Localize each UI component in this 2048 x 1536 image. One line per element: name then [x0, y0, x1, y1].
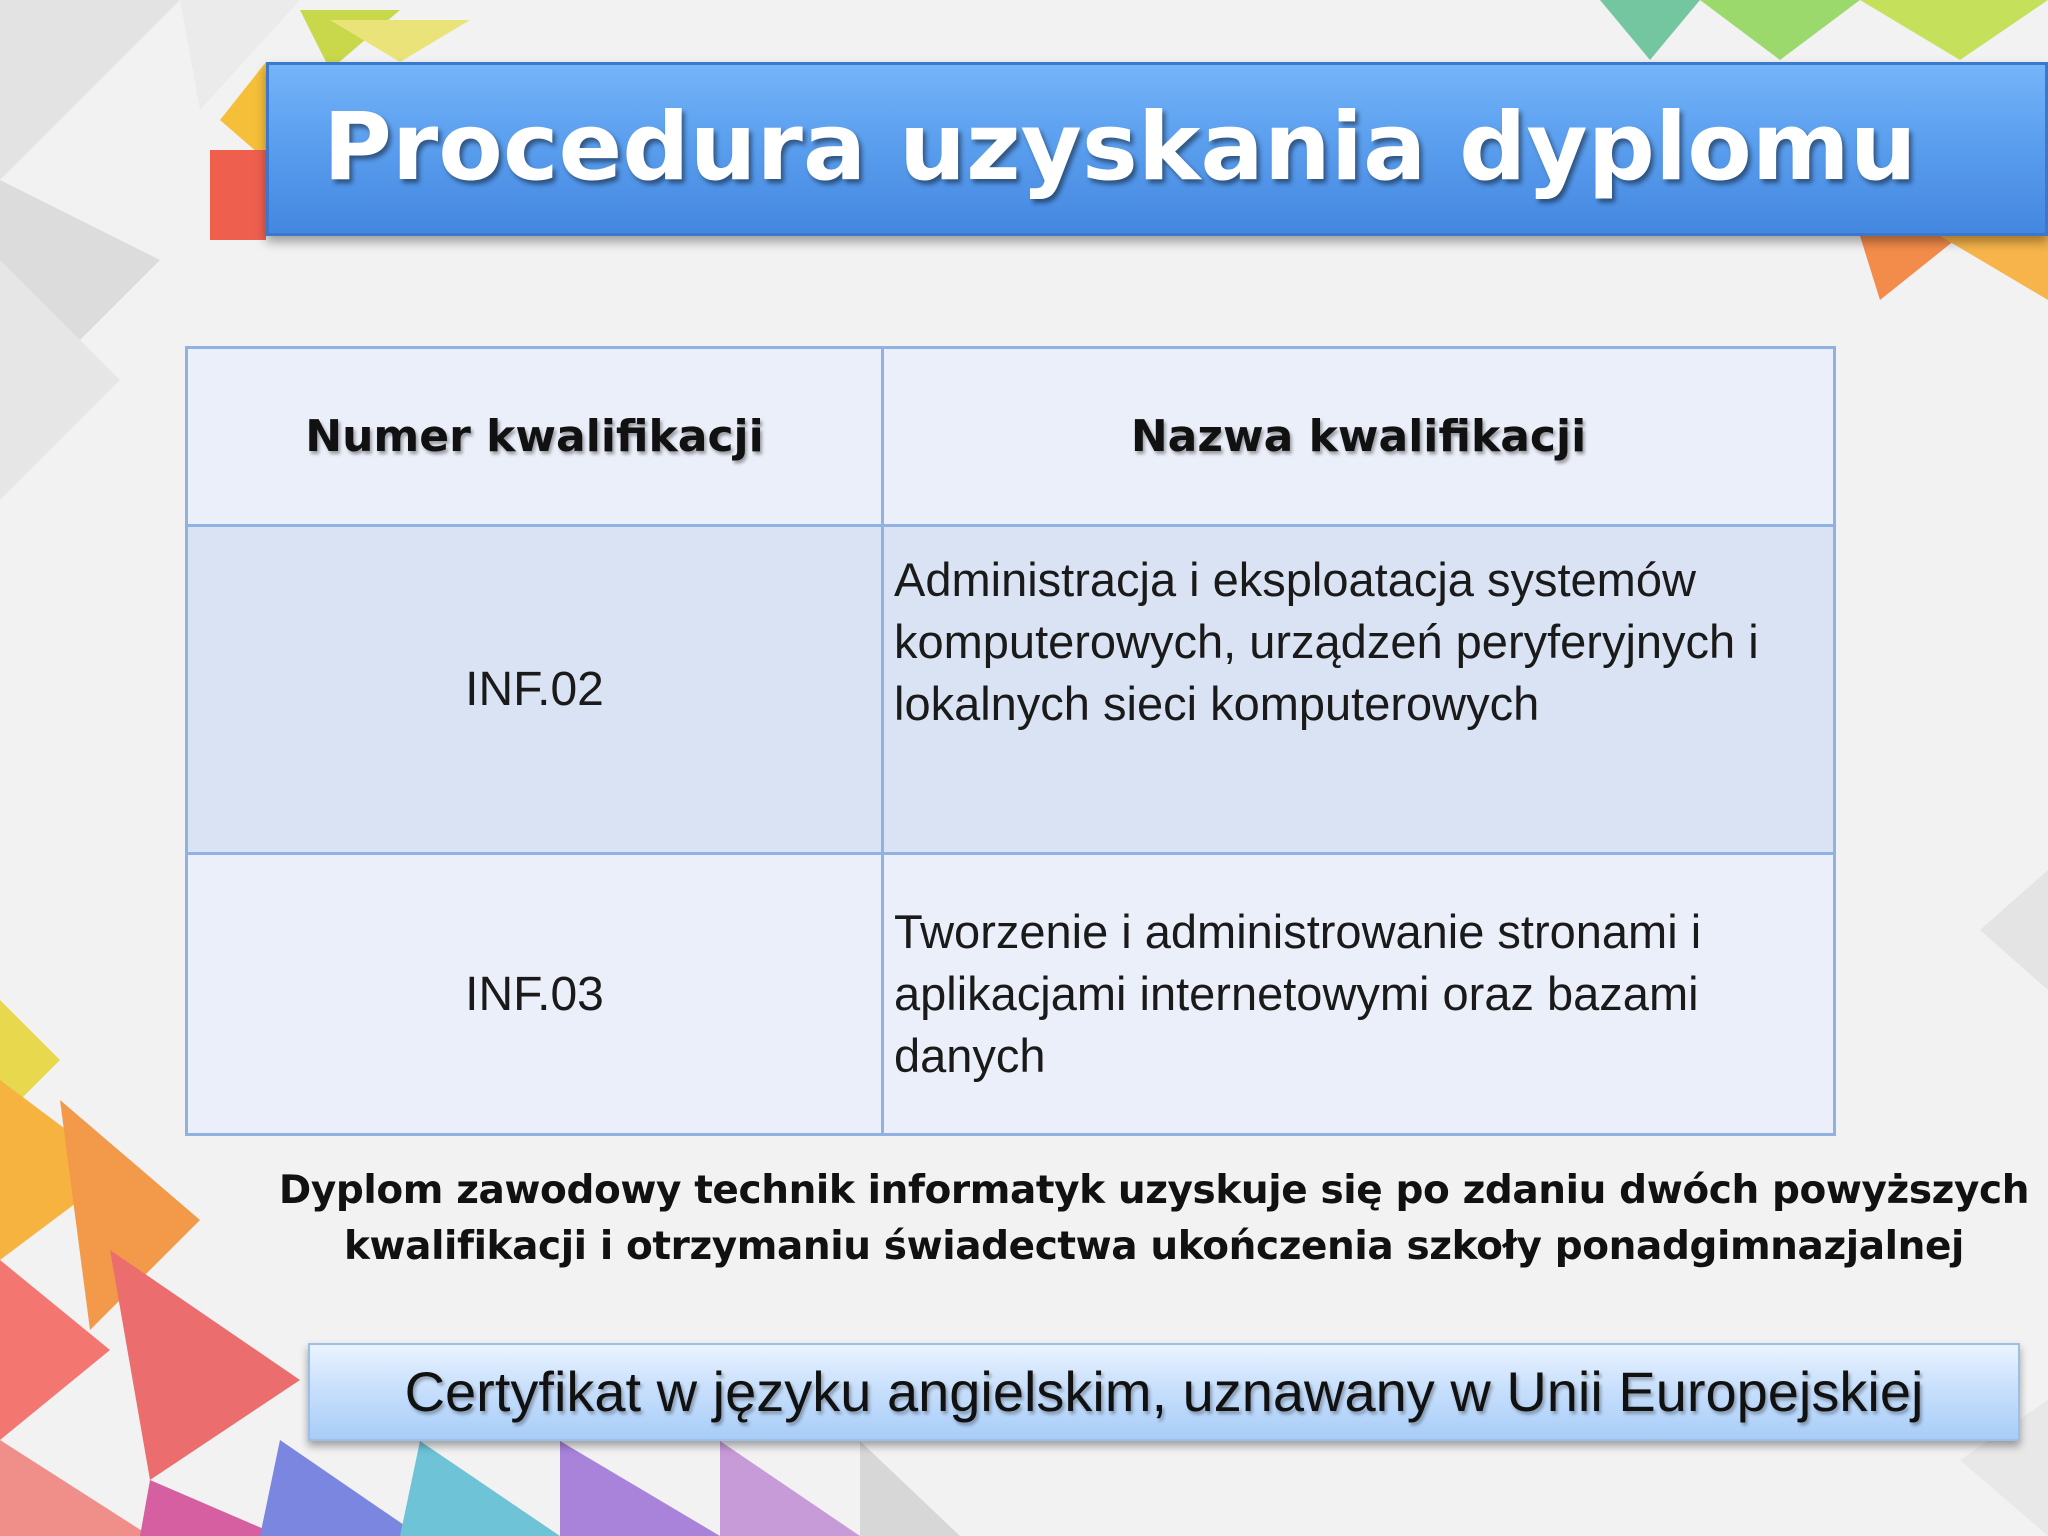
diploma-note	[260, 1163, 2048, 1275]
column-header-name: Nazwa kwalifikacji	[883, 348, 1835, 526]
qualification-code: INF.02	[187, 526, 883, 854]
slide-title: Procedura uzyskania dyplomu	[323, 93, 1917, 202]
qualification-name: Tworzenie i administrowanie stronami i aplikacjami internetowymi oraz bazami danych	[883, 854, 1835, 1135]
qualification-code: INF.03	[187, 854, 883, 1135]
certificate-text: Certyfikat w języku angielskim, uznawany w Unii Europejskiej	[404, 1360, 1924, 1423]
qualification-name: Administracja i eksploatacja systemów komputerowych, urządzeń peryferyjnych i lokalnych sieci komputerowych	[883, 526, 1835, 854]
title-banner	[266, 62, 2048, 236]
certificate-banner	[308, 1343, 2020, 1441]
table-row	[187, 526, 1835, 854]
table-header-row	[187, 348, 1835, 526]
qualifications-table	[185, 346, 1836, 1136]
column-header-number: Numer kwalifikacji	[187, 348, 883, 526]
table-row	[187, 854, 1835, 1135]
diploma-note-line-2: kwalifikacji i otrzymaniu świadectwa ukończenia szkoły ponadgimnazjalnej	[343, 1224, 1965, 1269]
diploma-note-line-1: Dyplom zawodowy technik informatyk uzyskuje się po zdaniu dwóch powyższych	[278, 1168, 2030, 1213]
